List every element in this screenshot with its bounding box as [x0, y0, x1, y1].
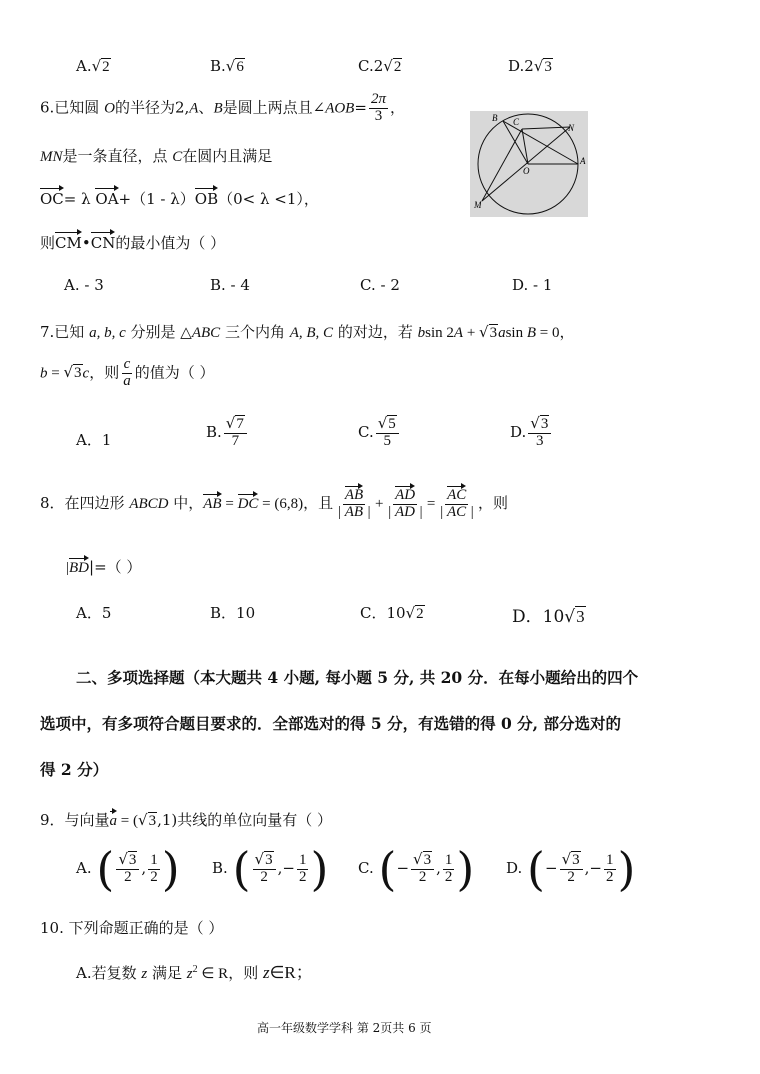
q8-option-a: A．5 — [76, 604, 112, 622]
label-m: M — [474, 200, 482, 210]
q9-option-a: A. ( $\frac{√3}{2}$ , $\frac{1}{2}$ ) — [76, 842, 180, 896]
label-n: N — [568, 123, 575, 133]
fraction: $\frac{1}{2}$ — [606, 851, 614, 885]
sqrt: √3 — [118, 850, 137, 869]
q5-option-d: D.2√3 — [508, 57, 552, 75]
section-heading-line1: 二、多项选择题（本大题共 4 小题, 每小题 5 分, 共 20 分．在每小题给出的四个 — [76, 668, 639, 687]
fraction: $\frac{√5}{5}$ — [376, 416, 399, 450]
fraction: $\frac{AD}{| AD |}$ — [387, 487, 423, 520]
fraction: $\frac{1}{2}$ — [150, 851, 158, 885]
q10-line1: 10. 下列命题正确的是（ ） — [40, 919, 224, 937]
q7-line2: b = √3c，则 $\frac{c}{a}$ 的值为（ ） — [40, 356, 215, 389]
q8-line2: |BD|=（ ） — [66, 558, 142, 576]
page-footer: 高一年级数学学科 第 2页共 6 页 — [257, 1021, 432, 1035]
fraction: $\frac{AB}{| AB |}$ — [337, 487, 371, 520]
q7-line1: 7.已知 a, b, c 分别是 △ABC 三个内角 A, B, C 的对边，若 bsin 2A + √3asin B = 0， — [40, 323, 575, 341]
q6-line2: MN是一条直径，点 C在圆内且满足 — [40, 147, 273, 165]
sqrt: √3 — [530, 414, 549, 432]
sqrt: √3 — [63, 363, 82, 382]
fraction: $\frac{√3}{3}$ — [528, 416, 551, 450]
q6-option-b: B. - 4 — [210, 276, 250, 294]
q6-option-d: D. - 1 — [512, 276, 553, 294]
fraction: $\frac{1}{2}$ — [444, 851, 453, 885]
q9-option-b: B. ( $\frac{√3}{2}$ ,− $\frac{1}{2}$ ) — [212, 842, 329, 896]
fraction: $\frac{√3}{2}$ — [253, 852, 276, 886]
fraction: $\frac{√3}{2}$ — [411, 852, 434, 886]
sqrt: √2 — [383, 57, 402, 75]
q10-option-a: A.若复数 z 满足 $z^2$ ∈ R，则 z∈R； — [76, 963, 313, 982]
q5-option-b: B.√6 — [210, 57, 244, 75]
sqrt: √5 — [377, 414, 396, 432]
label-b: B — [492, 113, 498, 123]
section-heading-line3: 得 2 分） — [40, 760, 109, 779]
q7-option-a: A．1 — [76, 431, 112, 449]
sqrt: √3 — [561, 850, 580, 869]
sqrt: √3 — [413, 850, 432, 869]
q8-option-d: D．10√3 — [512, 607, 585, 627]
sqrt: √3 — [533, 57, 552, 75]
q8-option-c: C．10√2 — [360, 604, 424, 622]
fraction: $\frac{√3}{2}$ — [116, 852, 139, 886]
q6-option-a: A. - 3 — [64, 276, 104, 294]
label-o: O — [523, 166, 530, 176]
q6-line1: 6.已知圆 O的半径为2,A、B是圆上两点且∠AOB= $\frac{2\pi}{3}$ ， — [40, 91, 405, 124]
q8-line1: 8．在四边形 ABCD 中，AB = DC = (6,8)，且 $\frac{AB}{| AB |}$ + $\frac{AD}{| AD |}$ = $\frac{AC}{| AC |}$ ，则 — [40, 487, 509, 520]
fraction: $\frac{√3}{2}$ — [560, 852, 583, 886]
sqrt: √2 — [91, 57, 110, 75]
fraction: $\frac{c}{a}$ — [123, 356, 131, 389]
fraction: $\frac{AC}{| AC |}$ — [439, 487, 475, 520]
q9-option-d: D. (− $\frac{√3}{2}$ ,− $\frac{1}{2}$ ) — [506, 842, 636, 896]
q6-line4: 则CM•CN的最小值为（ ） — [40, 234, 226, 252]
q9-option-c: C. (− $\frac{√3}{2}$ , $\frac{1}{2}$ ) — [358, 842, 475, 896]
circle-figure — [470, 111, 588, 217]
fraction: $\frac{√7}{7}$ — [224, 416, 247, 450]
fraction: $\frac{1}{2}$ — [298, 851, 307, 885]
sqrt: √6 — [225, 57, 244, 75]
q7-option-c: C. $\frac{√5}{5}$ — [358, 416, 401, 450]
sqrt: √7 — [225, 414, 244, 432]
q5-option-c: C.2√2 — [358, 57, 402, 75]
q6-line3: OC= λ OA+（1 - λ）OB（0< λ <1）， — [40, 190, 319, 208]
q9-line1: 9．与向量a = (√3,1)共线的单位向量有（ ） — [40, 811, 333, 829]
sqrt: √3 — [479, 323, 498, 341]
label-a: A — [580, 156, 586, 166]
sqrt: √3 — [254, 850, 273, 869]
sqrt: √3 — [138, 811, 157, 829]
q7-option-b: B. $\frac{√7}{7}$ — [206, 416, 249, 450]
q5-option-a: A.√2 — [76, 57, 110, 75]
q7-option-d: D. $\frac{√3}{3}$ — [510, 416, 553, 450]
section-heading-line2: 选项中，有多项符合题目要求的．全部选对的得 5 分，有选错的得 0 分, 部分选对的 — [40, 714, 621, 733]
q6-option-c: C. - 2 — [360, 276, 400, 294]
sqrt: √2 — [405, 604, 424, 622]
q8-option-b: B．10 — [210, 604, 256, 622]
sqrt: √3 — [564, 607, 585, 627]
label-c: C — [513, 117, 520, 127]
fraction: $\frac{2\pi}{3}$ — [370, 91, 386, 124]
